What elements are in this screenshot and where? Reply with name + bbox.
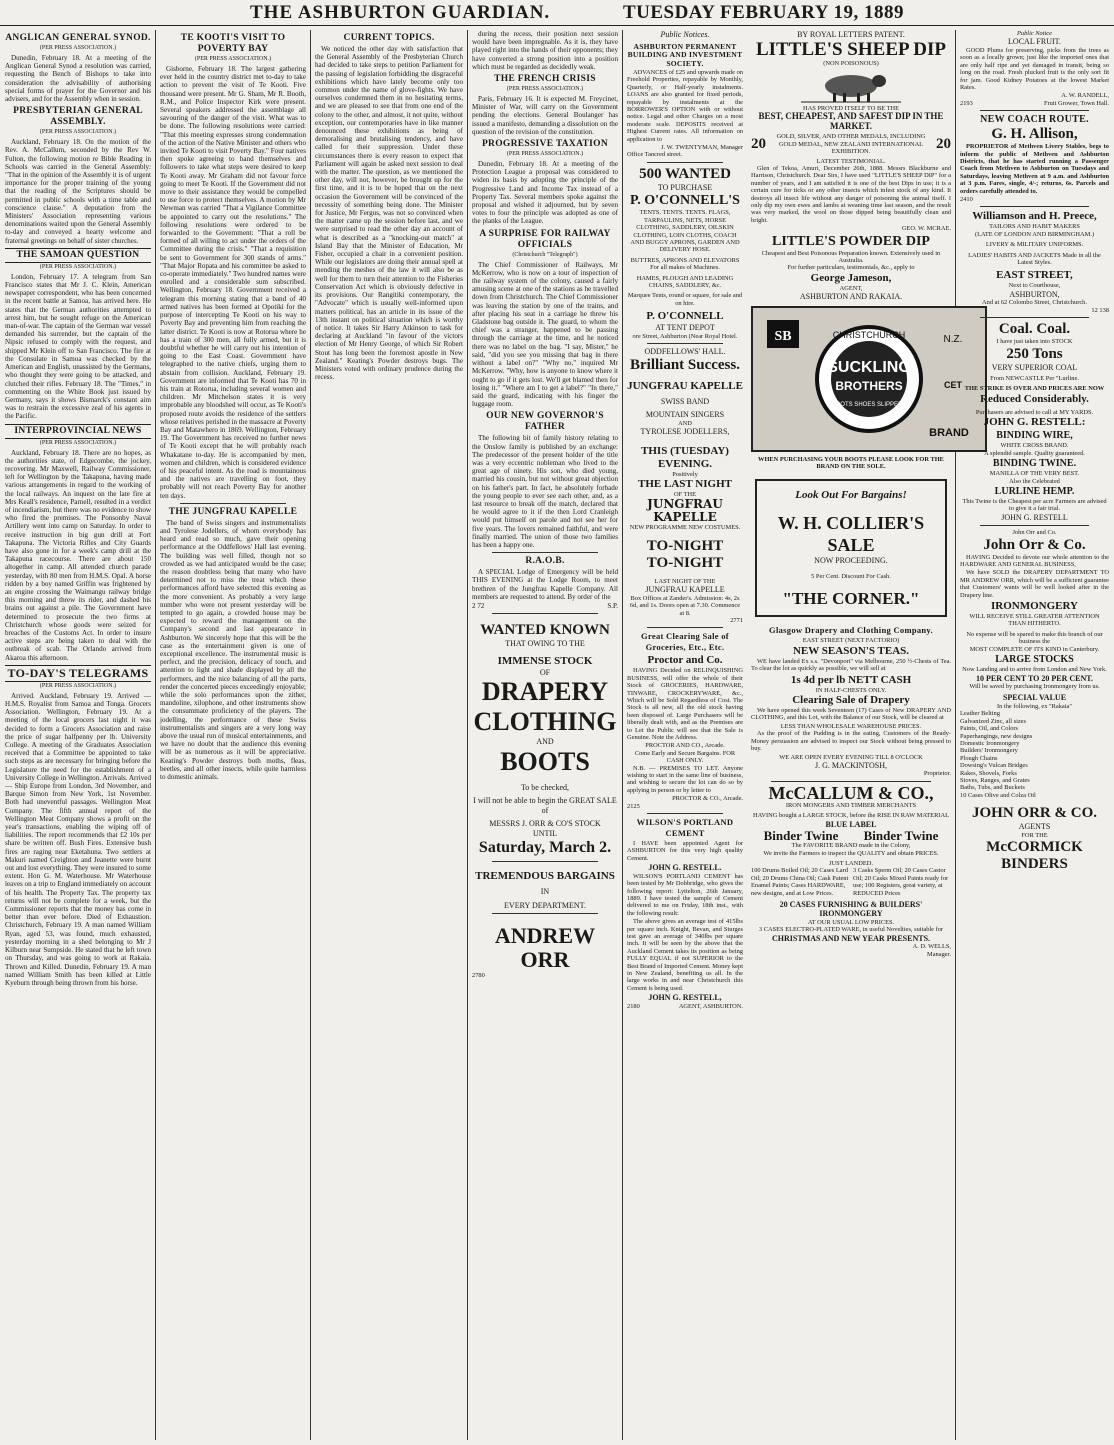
- ad-line: TYROLESE JODELLERS,: [640, 427, 730, 437]
- article-body: Auckland, February 18. There are no hopes, as the authorities state, of Edgecombe, the jockey, recovering. Mr Maxwell, Railway Commissioner, left for Wellington by the Takapuna, having made various arrangements in regard to the working of the local railways. An inquest on the late fire at Mrs Keall's residence, Parnell, resulted in a verdict of incendiarism, but there was no evidence to show who fired the premises. The Ponsonby Naval Artillery went into camp on Saturday. In order to receive instruction in big gun drill at Fort Takapuna. The Victoria Rifles and City Guards have also gone in for a week's camp drill at the Takapuna racecourse. There are about 150 altogether in camp. All attended church parade yesterday, with 80 men from H.M.S. Opal. A horse ridden by a boy named Griffin was frightened by an engine crossing the Waimangu railway bridge this morning and threw its rider, and dashed his brains out against a pile. The Government have determined to prosecute the two firms at Christchurch whose goods were seized for breaches of the Customs Act. In order to insure active steps are being taken to deal with the outbreak of scab. The Orlando arrived from Akaroa this afternoon.: [5, 448, 151, 662]
- column-3: [312, 30, 466, 1440]
- ad-code: 2780: [472, 972, 485, 980]
- ad-line: JUNGFRAU KAPELLE: [645, 585, 725, 595]
- ad-line: NEW PROGRAMME NEW COSTUMES.: [629, 524, 741, 532]
- ad-headline: DRAPERY: [481, 677, 609, 707]
- ad-line: LIVERY & MILITARY UNIFORMS.: [985, 241, 1084, 249]
- ad-line: Fruit Grower, Town Hall.: [1043, 99, 1109, 107]
- divider: [492, 613, 598, 614]
- ad-line: Manager.: [927, 950, 951, 958]
- ad-headline: 250 Tons: [1006, 345, 1063, 362]
- article-body: Paris, February 16. It is expected M. Freycinet, Minister of War, will carry on the Government pending the elections. General Boulanger has issued a manifesto, demanding a dissolution on the question of the revision of the constitution.: [472, 95, 618, 136]
- ad-headline: JUNGFRAU KAPELLE: [647, 497, 723, 525]
- special-value-list: [960, 710, 1109, 799]
- ad-headline: LOCAL FRUIT.: [1008, 37, 1061, 47]
- ad-line: For further particulars, testimonials, &c., apply to: [787, 264, 915, 272]
- ad-sign: JOHN G. RESTELL,: [648, 993, 722, 1003]
- medal-count: 20: [936, 135, 951, 152]
- ad-headline: John Orr & Co.: [983, 536, 1086, 553]
- divider: [492, 552, 598, 553]
- landed-list: [751, 867, 951, 897]
- article-body: during the recess, their position next session would have been impregnable. As it is, they have played right into the hands of their opponents; they have converted a strong position into a position which must be regarded as decidedly weak.: [472, 30, 618, 71]
- article-body: We noticed the other day with satisfaction that the General Assembly of the Presbyterian Church had decided to take steps to petition Parliament for the passing of legislation forbidding the disgraceful exhibitions which have lately become only too common under the name of glove-fights. We have ourselves condemned them in no hesitating terms, and we are pleased to see that from one end of the colony to the other, and almost, it not quite, without exception, our contemporaries have in like manner denounced these exhibitions as being of demoralising and brutalising tendency, and have called for their suppression. Under these circumstances there is every reason to expect that Parliament will again be asked next session to deal with the matter. The question, as we mentioned the other day, will not, however, be brought up for the first time, and it is to be hoped that on the next occasion the Government will be convinced of the necessity of something being done. The Minister for Justice, Mr Fergus, was not so convinced when the matter came up the session before last, and we were surprised to read the other day an account of what is described as a "knocking-out match" at Island Bay that the Minister of Education, Mr Fisher, occupied a chair in a convenient position. While our legislators are doing their annual spell at mending the meshes of the law it will also be as well for them to turn their attention to the Fisheries Conservation Act which is obviously defective in its provisions. Our Rangitiki contemporary, the "Advocate" which is usually well-informed upon matters political, has an article in its issue of the 13th instant on political situation which is worthy of notice. It takes Sir Harry Atkinson to task for declaring at Auckland "in favour of the victors election of Mr Henry George, of which Sir Robert Stout has long been the foremost apostle in New Zealand." Keating's Powder destroys bugs. The Ministers voted with ordinary prudence during the recess.: [315, 45, 463, 382]
- ad-line: VERY SUPERIOR COAL: [991, 362, 1078, 372]
- logo-text: CHRISTCHURCH: [832, 329, 906, 340]
- medal-count: 20: [751, 135, 766, 152]
- list-item: Dowsing's Vulcan Bridges: [960, 762, 1028, 770]
- headline: TE KOOTI'S VISIT TO POVERTY BAY: [180, 33, 286, 54]
- ad-sign: A. D. WELLS,: [912, 943, 951, 951]
- ad-line: SPECIAL VALUE: [1002, 693, 1067, 703]
- newspaper-title: THE ASHBURTON GUARDIAN.: [250, 1, 551, 23]
- ad-line: In the following, ex "Rakaia": [997, 702, 1072, 710]
- ad-sign: PROCTOR & CO., Arcade.: [672, 795, 743, 803]
- ad-line: BLUE LABEL: [825, 819, 877, 829]
- ad-line: PROCTOR AND CO., Arcade.: [645, 742, 725, 750]
- byline: (PER PRESS ASSOCIATION.): [506, 86, 584, 93]
- ad-line: TENTS. TENTS. TENTS. FLAGS, TARPAULINS, NETS, HORSE CLOTHING, SADDLERY, OILSKIN CLOTHING, LOIN CLOTHS, COACH AND BUGGY APRONS, GARDEN AND DELIVERY HOSE.: [630, 209, 740, 254]
- list-item: Builders' Ironmongery: [960, 747, 1018, 755]
- ad-line: ASHBURTON,: [1009, 289, 1060, 299]
- ad-line: I have just taken into STOCK: [996, 338, 1073, 346]
- ad-line: IN HALF-CHESTS ONLY.: [815, 686, 887, 694]
- ad-sign: J. W. TWENTYMAN, Manager: [661, 144, 743, 152]
- ad-line: THAT OWING TO THE: [505, 639, 585, 649]
- ad-line: This Twine is the Cheapest per acre Farmers are advised to give it a fair trial.: [962, 497, 1107, 513]
- ad-headline: 1s 4d per lb NETT CASH: [790, 673, 912, 686]
- byline: (PER PRESS ASSOCIATION.): [194, 56, 272, 62]
- column-rule: [467, 30, 468, 1440]
- ad-footer: [960, 100, 1109, 107]
- column-5: [624, 30, 746, 1440]
- ad-headline: George Jameson,: [810, 271, 892, 284]
- ad-line: Next to Courthouse,: [1008, 282, 1061, 290]
- ad-body: We have opened this week Seventeen (17) Cases of New DRAPERY AND CLOTHING, and this Lot, with the Balance of our Stock, will be cleared at: [751, 707, 951, 722]
- ad-line: FOR THE: [1021, 831, 1048, 839]
- divider: [980, 525, 1089, 526]
- list-item: Baths, Tubs, and Buckets: [960, 784, 1025, 792]
- ad-footer: [627, 1003, 743, 1010]
- ad-line: WHEN PURCHASING YOUR BOOTS PLEASE LOOK FOR THE BRAND ON THE SOLE.: [758, 455, 944, 471]
- headline: THE JUNGFRAU KAPELLE: [168, 506, 298, 517]
- ad-headline: Saturday, March 2.: [478, 839, 612, 857]
- divider: [647, 627, 723, 628]
- ad-line: AGENT,: [839, 284, 863, 292]
- ad-line: IN: [540, 887, 550, 897]
- ad-headline: BEST, CHEAPEST, AND SAFEST DIP IN THE MARKET.: [758, 111, 944, 131]
- notice-sign: S.P.: [607, 601, 618, 610]
- ad-line: AND: [678, 419, 692, 427]
- headline: ANGLICAN GENERAL SYNOD.: [5, 33, 151, 43]
- ad-headline: LURLINE HEMP.: [994, 485, 1075, 497]
- ad-headline: Williamson and H. Preece,: [972, 210, 1097, 223]
- ad-headline: THIS (TUESDAY) EVENING.: [641, 444, 729, 470]
- ad-line: SWISS BAND: [660, 396, 710, 406]
- ad-line: ore Street, Ashburton (Near Royal Hotel.: [632, 332, 738, 340]
- ad-headline: BINDERS: [1001, 856, 1068, 873]
- ad-sign: JOHN G. RESTELL.: [648, 863, 722, 873]
- ad-headline: G. H. Allison,: [991, 126, 1078, 143]
- ad-line: AND: [536, 737, 554, 747]
- ad-body: HAVING Decided on RELINQUISHING BUSINESS, will offer the whole of their Stock of GROCERIES, HARDWARE, TINWARE, CROCKERYWARE, &c., Which will be Sold Regardless of Cost. The Stock is all new, all the old stock having been disposed of. Large Purchasers will be liberally dealt with, and as the Premises are to Let the Public will see that the Sale is Genuine. Note the Address.: [627, 667, 743, 741]
- logo-text: BRAND: [929, 426, 969, 439]
- ad-line: The FAVORITE BRAND made in the Colony,: [791, 842, 911, 850]
- ad-headline: TO-NIGHT: [646, 554, 724, 571]
- ad-headline: ASHBURTON PERMANENT BUILDING AND INVESTMENT SOCIETY.: [627, 41, 743, 68]
- column-rule: [155, 30, 156, 1440]
- ad-headline: JOHN G. RESTELL:: [983, 416, 1086, 429]
- ad-body: I HAVE been appointed Agent for ASHBURTON for this very high quality Cement.: [627, 840, 743, 862]
- ad-line: 5 Per Cent. Discount For Cash.: [811, 573, 891, 581]
- article-body: The Chief Commissioner of Railways, Mr McKerrow, who is now on a tour of inspection of the railway system of the colony, caused a fairly amusing scene at one of the stations as he travelled down from Christchurch. The Chief Commissioner was leaving the station by one of the trains, and after placing his seat in a carriage he threw his Gladstone bag outside it. The guard, to whom the chief was a stranger, happened to be passing through the carriage at the time, and he noticed there was no label on the bag. "I say, Mister," he said, "did you see you missing that bag in there without a label on?" "Why no," inquired Mr McKerrow. "Why, how is anyone to know where it ought to go if it gets lost. We'll get blamed then for losing it." "Where am I to get a label?" "In there," said the guard, indicating with his finger the luggage room.: [472, 260, 618, 409]
- ad-line: John Orr and Co.: [1012, 529, 1057, 537]
- byline: (Christchurch "Telegraph"): [512, 251, 578, 258]
- ad-body: WE have landed Ex s.s. "Devonport" via Melbourne, 250 ½-Chests of Tea. To clear the lot as quickly as possible, we will sell at: [751, 657, 951, 673]
- section-label: Public Notices.: [660, 30, 710, 39]
- ad-headline: Reduced Considerably.: [980, 392, 1089, 405]
- ad-headline: TREMENDOUS BARGAINS: [475, 870, 615, 883]
- divider: [771, 781, 931, 782]
- ad-headline: LITTLE'S POWDER DIP: [772, 233, 930, 249]
- divider: [647, 813, 723, 814]
- list-item: Leather Belting: [960, 710, 1000, 718]
- list-item: Paperhangings, new designs: [960, 732, 1033, 740]
- ad-line: From NEWCASTLE Per "Lurline.: [990, 375, 1079, 383]
- ad-headline: Proctor and Co.: [647, 654, 723, 667]
- ad-body: We have SOLD the DRAPERY DEPARTMENT TO MR ANDREW ORR, which will be a sufficient guarantee that Customers' wants will be well looked after in the Drapery line.: [960, 569, 1109, 599]
- ad-headline: IRONMONGERY: [990, 600, 1078, 613]
- headline: PRESBYTERIAN GENERAL ASSEMBLY.: [13, 106, 143, 128]
- collier-ad: [755, 479, 947, 618]
- ad-line: Box Offices at Zander's. Admission: 4s, 2s 6d, and 1s. Doors open at 7.30. Commence at 8.: [629, 594, 741, 617]
- ad-line: Cheapest and Best Poisonous Preparation known. Extensively used in Australia.: [761, 249, 941, 264]
- headline: INTERPROVINCIAL NEWS: [5, 424, 151, 439]
- list-item: Galvanized Zinc, all sizes: [960, 717, 1027, 725]
- ad-headline: Clearing Sale of Drapery: [792, 694, 910, 707]
- ad-line: AGENT, ASHBURTON.: [678, 1002, 743, 1010]
- ad-headline: LARGE STOCKS: [995, 654, 1074, 666]
- ad-line: LESS THAN WHOLESALE WAREHOUSE PRICES.: [780, 722, 922, 730]
- ad-body: ADVANCES of £25 and upwards made on Freehold Properties, repayable by Monthly, Quarterly, or Half-yearly instalments. LOANS are also granted for fixed periods, repayable by instalments at the BORROWER'S OPTION with or without notice. Legal and other Charges on a most moderate scale. DEPOSITS received at Highest Current rates. All information on application to: [627, 69, 743, 143]
- headline: OUR NEW GOVERNOR'S FATHER: [486, 411, 604, 433]
- issue-date: TUESDAY FEBRUARY 19, 1889: [622, 1, 904, 23]
- ad-body: As the proof of the Pudding is in the eating, Customers of the Ready-Money persuasion are advised to inspect our Stock without being pressed to buy.: [751, 730, 951, 753]
- ad-line: To be checked,: [520, 782, 570, 792]
- ad-code: 2180: [627, 1002, 640, 1010]
- ad-line: MESSRS J. ORR & CO'S STOCK: [489, 819, 601, 829]
- ad-line: No expense will be spared to make this branch of our business the: [966, 630, 1103, 646]
- ad-line: Now Landing and to arrive from London and New York.: [962, 666, 1107, 674]
- headline: A SURPRISE FOR RAILWAY OFFICIALS: [479, 228, 611, 250]
- ad-headline: Coal. Coal.: [998, 321, 1071, 338]
- ad-headline: JOHN ORR & CO.: [972, 805, 1097, 822]
- ad-code: 12 138: [1091, 306, 1109, 314]
- ad-headline: EAST STREET,: [996, 269, 1073, 282]
- ad-line: HAMES, PLOUGH AND LEADING CHAINS, SADDLERY, &c.: [636, 274, 734, 290]
- article-body: The band of Swiss singers and instrumentalists and Tyrolese Jodellers, of whom everybody has heard and read so much, gave their opening performance at the Oddfellows' Hall last evening. The building was well filled, though not so crowded as we had anticipated would be the case; the reason doubtless being that many who have determined not to miss the treat which these performances afford have selected this evening as the more convenient. As probably a very large number who were not present yesterday will be tempted to go again, a crowded house may be expected to reward the management on the Company's second and last appearance in Ashburton. We sincerely hope that this will be the case as the entertainment given is one of exceptional excellence. The instrumental music is perfect, and the precision, delicacy of touch, and attention to light and shade displayed by all the performers, and the nice balancing of all the parts, render the concerted pieces exceedingly enjoyable; while the solo performances upon the zither, mandoline, xilophone, and other instruments show the consummate proficiency of the players. The jodelling, the performance of these Swiss instrumentalists and singers are a very long way above the usual run of musical entertainments, and we have no doubt that the audience this evening will be as numerous as it will be appreciative. Keating's Powder destroys both moths, fleas, beetles, and all other insects, while quite harmless to domestic animals.: [160, 518, 306, 782]
- divider: [647, 162, 723, 163]
- sheep-illustration: [791, 69, 911, 103]
- article-body: Arrived. Auckland, February 19. Arrived — H.M.S. Royalist from Samoa and Tonga. Grocers Association. Wellington, February 19. At a meeting of the local grocers last night it was decided to form a Grocers Association and raise the price of sugar halfpenny per lb. University College. A meeting of the Graduates Association received that a Committee be appointed to take such steps as are necessary for bringing before the Legislature the need for the establishment of a University College in Wellington. Arrivals. Arrived — Ship Europe from London, 3rd November, and Barque Simon from New York, 1st November. Both had uneventful passages. Wellington Meat Company. The fifth annual report of the Wellington Meat Company shows a profit on the year's transactions, enabling the wiping off of liabilities. The report recommends that £2 10s per share be written off. Bush Fires. Extensive bush fires are raging near Eketahuna. Two settlers at Makuri named Creighton and Jeanette were burnt out and lost everything. They were insured to some extent. Hon G. M. Waterhouse. Mr Waterhouse leaves on a trip to England immediately on account of his health. The Property Tax. The property tax returns will not be complete for a week, but the Commissioner reports that the money has come in better than ever before. Died of Exhaustion. Christchurch, February 19. A man named William Ryan, aged 53, was found, much exhausted, yesterday morning in a shed belonging to Mr J Kilburn near Sumpside. He stated that he left town on Thursday, and was going to work at Rakaia. Thrown and Killed. Dunedin, February 19. A man named William Smith has been killed at Little Kyeburn through being thrown from his horse.: [5, 691, 151, 987]
- ad-line: UNTIL: [533, 828, 557, 838]
- divider: [980, 110, 1089, 111]
- ad-body: Glen of Tekoa, Amuri, December 26th, 1888. Messrs Blackburne and Harrison, Christchurch. Dear Sirs, I have used "LITTLE'S SHEEP DIP" for a number of years, and I am satisfied it is one of the best Dips in use; it is a certain cure for ticks or any other insects which infest stock of any kind. It destroys all insect life without any danger of poisoning the animal itself. I only dip my own ewes and lambs at weaning time last season, and the result was very marked, the wool on those dipped being beautifully clean and bright.: [751, 164, 951, 224]
- ad-line: CHRISTMAS AND NEW YEAR PRESENTS.: [771, 933, 931, 943]
- article-body: Gisborne, February 18. The largest gathering ever held in the country district met to-day to take action to prevent the visit of Te Kooti. Five thousand were present. Mr G. Sham, Mr R. Booth, R.M., and Police Inspector Kirk were present. Several speakers addressed the assemblage all savouring of the danger of the visit. What was to be done. The following resolutions were carried: "That this meeting expresses strong condemnation of the action of the Native Minister and others who invited Te Kooti to visit Poverty Bay." Four natives then spoke agreeing to band themselves and followers to take what steps were desired to keep Te Kooti away. Mr Graham did not favour force going to meet Te Kooti. If the Government did not move to their assistance they would be compelled to use force to protect themselves. A motion by Mr Newman was carried "That a Vigilance Committee be appointed to carry out the resolutions." The following resolutions were ordered to be forwarded to the Government: "That a roll be formed of all willing to act under the orders of the Committee during the crisis." "That a requisition be sent to Government for 300 stands of arms." "That Major Ropata and his committee be asked to co-operate immediately." Two hundred names were enrolled and a considerable sum subscribed. Wellington, February 18. Government received a telegram this morning stating that a band of 40 armed natives has been formed at Opotiki for the purpose of intercepting Te Kooti on his way to Poverty Bay and preventing him from reaching the latter district. Te Kooti is now at Rotorua where he has a train of 300 men, all fully armed, but it is doubtful whether he will carry out his intention of going to the East Coast. Government have telegraphed to the native chiefs, urging them to abstain from collision. Auckland, February 19. Government are informed that Te Kooti has 70 in his train at Rotorua, including several women and children. Mr Mitchelson states it is very improbable any bloodshed will occur, as Te Kooti's proposed route avoids the residence of the settlers whose relatives perished in the massacre at Poverty Bay and Matawhero in 1869. Wellington, February 19. The Government has received no further news of Te Kooti except that he will probably reach Whakatane to-day. He is accompanied by men, women and children, which is considered evidence of his peaceful intent. As the road is mountainous and the natives are travelling on foot, they probably will not reach Poverty Bay for another ten days.: [160, 65, 306, 500]
- ad-line: MOST COMPLETE OF ITS KIND in Canterbury.: [969, 645, 1100, 653]
- ad-headline: Binder Twine: [763, 828, 839, 844]
- ad-headline: McCALLUM & CO.,: [768, 782, 934, 803]
- ad-line: BUTTRES, APRONS AND ELEVATORS For all makes of Machines.: [630, 256, 740, 272]
- logo-text: BOOTS SHOES SLIPPERS: [831, 401, 907, 408]
- ad-code: 2410: [960, 196, 973, 203]
- byline: (PER PRESS ASSOCIATION.): [39, 263, 117, 270]
- ad-headline: Brilliant Success.: [629, 356, 740, 373]
- column-4: [469, 30, 621, 1440]
- divider: [980, 317, 1089, 318]
- ad-line: IRON MONGERS AND TIMBER MERCHANTS: [785, 801, 917, 809]
- article-body: Dunedin, February 18. At a meeting of the Anglican General Synod a resolution was carried, requesting the Bench of Bishops to take into consideration the advisability of authorising special forms of prayer for the Governor and his advisers, and for the Assembly when in session.: [5, 54, 151, 104]
- ad-headline: McCORMICK: [986, 839, 1083, 856]
- ad-line: MOUNTAIN SINGERS: [645, 410, 725, 420]
- ad-line: NOW PROCEEDING.: [814, 555, 888, 565]
- ad-line: (LATE OF LONDON AND BIRMINGHAM.): [974, 230, 1095, 238]
- ad-headline: THE LAST NIGHT: [638, 477, 732, 490]
- ad-line: AT OUR USUAL LOW PRICES.: [807, 918, 895, 926]
- ad-line: JUST LANDED.: [829, 859, 873, 867]
- ad-line: LADIES' HABITS AND JACKETS Made in all the Latest Styles.: [968, 251, 1101, 267]
- ad-headline: "THE CORNER.": [782, 589, 920, 609]
- ad-line: Come Early and Secure Bargains. FOR CASH ONLY.: [634, 749, 736, 765]
- ad-body: N.B. — PREMISES TO LET. Anyone wishing to start in the same line of business, and wishing to secure the lot can do so by applying in person or by letter to: [627, 764, 743, 794]
- ad-headline: Binder Twine: [863, 828, 939, 844]
- ad-sign: J. G. MACKINTOSH,: [814, 760, 888, 770]
- column-7: [957, 30, 1112, 1440]
- ad-headline: NEW SEASON'S TEAS.: [792, 644, 910, 657]
- ad-line: THE STRIKE IS OVER AND PRICES ARE NOW: [964, 385, 1105, 393]
- headline: R.A.O.B.: [525, 556, 565, 567]
- ad-sign: GEO. W. MCRAE.: [901, 225, 951, 233]
- divider: [180, 503, 286, 504]
- notice-footer: [472, 602, 618, 610]
- ad-line: HAS PROVED ITSELF TO BE THE: [802, 104, 900, 112]
- list-item: Plough Chains: [960, 754, 998, 762]
- landed-right: 3 Casks Sperm Oil; 20 Cases Castor Oil; 20 Casks Mixed Paints ready for use; 100 Registers, great variety, at REDUCED Prices: [853, 867, 949, 897]
- ad-headline: BOOTS: [500, 746, 590, 776]
- ad-line: HAVING bought a LARGE STOCK, before the RISE IN RAW MATERIAL: [753, 812, 949, 820]
- headline: THE SAMOAN QUESTION: [5, 248, 151, 263]
- ad-headline: ANDREW ORR: [494, 923, 596, 973]
- ad-line: WHITE CROSS BRAND.: [1000, 442, 1069, 450]
- ad-line: 10 PER CENT TO 20 PER CENT.: [976, 673, 1093, 683]
- ad-line: MANILLA OF THE VERY BEST.: [989, 470, 1080, 478]
- twine-row: [751, 829, 951, 842]
- byline: (PER PRESS ASSOCIATION.): [39, 45, 117, 51]
- ad-code: 2771: [730, 616, 743, 624]
- ad-headline: 500 WANTED: [639, 165, 731, 182]
- ad-line: LAST NIGHT OF THE: [654, 577, 716, 585]
- masthead: [0, 0, 1114, 26]
- column-rule: [955, 30, 956, 1440]
- ad-line: AGENTS: [1018, 822, 1051, 832]
- ad-line: Will be saved by purchasing Ironmongery from us.: [969, 683, 1100, 690]
- notice-code: 2 72: [472, 601, 485, 610]
- ad-line: OF: [539, 667, 551, 677]
- headline: CURRENT TOPICS.: [343, 33, 435, 43]
- column-2: [157, 30, 309, 1440]
- section-label: Public Notice: [1017, 30, 1052, 37]
- ad-headline: P. O'CONNELL'S: [630, 193, 740, 209]
- column-rule: [310, 30, 311, 1440]
- divider: [492, 861, 598, 862]
- ad-headline: P. O'CONNELL: [646, 310, 724, 323]
- logo-text: BROTHERS: [835, 378, 903, 393]
- suckling-brothers-logo: [751, 306, 987, 452]
- ad-code: 2193: [960, 99, 973, 107]
- ad-body: WILSON'S PORTLAND CEMENT has been tested by Mr Dobbridge, who gives the following report: Lyttelton, 26th January, 1889. I have tested the sample of Cement delivered to me on Friday, 18th inst., with the following result:: [627, 872, 743, 917]
- list-item: Domestic Ironmongery: [960, 739, 1020, 747]
- byline: (PER PRESS ASSOCIATION.): [39, 129, 117, 136]
- logo-text: SB: [774, 328, 792, 344]
- ad-line: IMMENSE STOCK: [497, 654, 593, 667]
- ad-line: ODDFELLOWS' HALL.: [644, 347, 726, 357]
- ad-headline: Great Clearing Sale of Groceries, Etc., Etc.: [641, 631, 729, 653]
- ad-line: TO PURCHASE: [657, 182, 713, 192]
- ad-headline: NEW COACH ROUTE.: [980, 114, 1089, 126]
- ad-headline: TO-NIGHT: [646, 537, 724, 554]
- ad-line: OF THE: [673, 490, 697, 498]
- ad-line: WILL RECEIVE STILL GREATER ATTENTION THAN HITHERTO.: [969, 613, 1100, 628]
- ad-line: A splendid sample. Quality guaranteed.: [984, 449, 1085, 457]
- ad-headline: BINDING WIRE,: [996, 430, 1073, 442]
- ad-line: Proprietor.: [923, 770, 951, 778]
- divider: [647, 343, 723, 344]
- divider: [492, 913, 598, 914]
- ad-headline: W. H. COLLIER'S SALE: [777, 512, 925, 555]
- ad-line: Marquee Tents, round or square, for sale and on hire.: [627, 292, 743, 307]
- article-body: Auckland, February 18. On the motion of the Rev. A. McCallum, seconded by the Rev W. Fulton, the following motion re Bible Reading in Schools was carried in the General Assembly: "That in the opinion of the Assembly it is of urgent importance for the proper training of the young that the reading of the Scriptures should be permitted in public schools with a time table and conscience clause." A deputation from the Ministers' Association representing various denominations waited upon the General Assembly to-day and conveyed a hearty welcome and fraternal greetings on behalf of sister churches.: [5, 138, 151, 245]
- list-item: 10 Cases Olive and Colza Oil: [960, 791, 1036, 799]
- ad-line: Purchasers are advised to call at MY YARDS.: [975, 408, 1094, 416]
- byline: (PER PRESS ASSOCIATION.): [39, 439, 117, 446]
- ad-body: PROPRIETOR of Methven Livery Stables, begs to inform the public of Methven and Ashburton Districts, that he has started running a Passenger Coach from Methven to Ashburton on Tuesdays and Saturdays, leaving Methven at 9 a.m. and Ashburton at 3 p.m. Fares, single, 4/-; returns, 6s. Parcels and orders carefully attended to.: [960, 143, 1109, 195]
- headline: THE FRENCH CRISIS: [494, 74, 596, 85]
- headline: PROGRESSIVE TAXATION: [481, 139, 609, 150]
- article-body: London, February 17. A telegram from San Francisco states that Mr J. C. Klein, American newspaper correspondent, who has been concerned in the recent battle at Samoa, has arrived here. He states that the German authorities attempted to arrest him, but he sought refuge on the American man-of-war. The captain of the German war vessel demanded his surrender, but the captain of the Nipsic refused to comply with the request, and shipped Mr Klein off to San Francisco. The fire at the Consulate in Samoa was checked by the American and English, unassisted by the Germans, who thought they were going to be attacked, and clutched their rifles. February 18. The "Times," in commenting on the White Book just issued by Germany, says it shows Bismarck's constant aim was to restrain the excessive zeal of his agents in the Pacific.: [5, 272, 151, 421]
- ad-headline: BINDING TWINE.: [992, 458, 1077, 470]
- ad-line: Also the Celebrated: [1009, 477, 1060, 485]
- ad-line: (NON POISONOUS): [823, 59, 879, 67]
- notice-body: A SPECIAL Lodge of Emergency will be held THIS EVENING at the Lodge Room, to meet brethren of the Jungfrau Kapelle Company. All members are requested to attend. By order of the: [472, 568, 618, 601]
- ad-line: LATEST TESTIMONIAL.: [816, 157, 886, 165]
- byline: (PER PRESS ASSOCIATION.): [506, 151, 584, 158]
- ad-headline: JUNGFRAU KAPELLE: [627, 379, 743, 392]
- ad-headline: WANTED KNOWN: [480, 622, 610, 639]
- ad-sign: A. W. RANDELL,: [1061, 92, 1109, 100]
- ad-line: 3 CASES ELECTRO-PLATED WARE, in useful Novelties, suitable for: [758, 926, 944, 934]
- ad-line: I will not be able to begin the GREAT SALE of: [473, 796, 617, 815]
- ad-headline: WILSON'S PORTLAND CEMENT: [636, 817, 734, 839]
- ad-headline: Look Out For Bargains!: [795, 488, 907, 501]
- landed-left: 100 Drums Boiled Oil; 20 Cases Lard Oil; 20 Drums China Oil; Cask Patent Enamel Paints; Cases HARDWARE, new designs, and at Low Prices.: [751, 867, 849, 897]
- ad-line: ASHBURTON AND RAKAIA.: [799, 292, 903, 302]
- ad-code: 2125: [627, 802, 640, 810]
- ad-line: GOLD, SILVER, AND OTHER MEDALS, INCLUDING GOLD MEDAL, NEW ZEALAND INTERNATIONAL EXHIBITION.: [776, 133, 926, 156]
- article-body: The following bit of family history relating to the Onslow family is published by an exchange: The predecessor of the present holder of the title was a very eccentric nobleman who lived to the great age of ninety. His son, who died young, married his cousin, but not without great objection on his father's part. In fact, he absolutely forbade the young people to ever see each other, and, as a last resource to break off the match, declared that he would agree to it if the then Lord Cranleigh would put himself on parole and not see her for five years. The lovers remained faithful, and were finally married. The union of those two families has been a happy one.: [472, 434, 618, 549]
- ad-line: Office Tancred street.: [627, 151, 683, 159]
- medal-row: [751, 133, 951, 155]
- ad-line: Positively: [672, 470, 698, 478]
- ad-line: EVERY DEPARTMENT.: [504, 900, 586, 910]
- ad-line: TAILORS AND HABIT MAKERS: [989, 223, 1080, 231]
- ad-line: WE ARE OPEN EVERY EVENING TILL 8 O'CLOCK: [779, 753, 923, 761]
- ad-line: We invite the Farmers to inspect the QUALITY and obtain PRICES.: [763, 849, 939, 857]
- ad-body: GOOD Plums for preserving, picks from the trees as soon as a locally grown; just like the imported ones that are only half ripe and yet damaged in transit, being so long on the road. Fresh plucked fruit is the only sort fit for jam. Good Kidney Potatoes at the lowest Market Rates.: [960, 46, 1109, 91]
- ad-line: BY ROYAL LETTERS PATENT.: [797, 30, 905, 39]
- ad-headline: CLOTHING: [473, 707, 617, 737]
- logo-text: SUCKLING: [827, 358, 911, 376]
- ad-line: EAST STREET (NEXT FACTORIO): [802, 637, 900, 645]
- headline: TO-DAY'S TELEGRAMS: [5, 665, 151, 682]
- ad-body: The above gives an average test of 415lbs per square inch. Knight, Bevan, and Sturges test gave an average of 340lbs per square inch. It will be seen by the above that the Auckland Cement takes its position as being FULLY EQUAL if not SUPERIOR to the Best Brand of Imported Cement. Money kept in New Zealand, benefiting us all. In the large works in and near Christchurch this Cement is being used.: [627, 918, 743, 992]
- logo-text: CET: [944, 379, 962, 390]
- divider: [980, 206, 1089, 207]
- ad-headline: 20 CASES FURNISHING & BUILDERS' IRONMONGERY: [779, 899, 923, 919]
- article-body: Dunedin, February 18. At a meeting of the Protection League a proposal was considered to widen its basis by adopting the principle of the Progressive Land and Income Tax instead of a Property Tax. Several members spoke against the proposal and wished it adjourned, but by seven votes to four the principle was adopted as one of the planks of the League.: [472, 160, 618, 226]
- byline: (PER PRESS ASSOCIATION.): [39, 682, 117, 689]
- ad-sign: JOHN G. RESTELL: [1001, 512, 1068, 522]
- list-item: Stoves, Ranges, and Grates: [960, 776, 1030, 784]
- column-1: [2, 30, 154, 1440]
- ad-headline: LITTLE'S SHEEP DIP: [755, 38, 947, 60]
- column-rule: [622, 30, 623, 1440]
- logo-text: N.Z.: [943, 333, 963, 345]
- list-item: Paints, Oil, and Colors: [960, 725, 1019, 733]
- ad-body: HAVING Decided to devote our whole attention to the HARDWARE AND GENERAL BUSINESS,: [960, 553, 1109, 569]
- ad-line: And at 62 Colombo Street, Christchurch.: [982, 299, 1087, 307]
- ad-headline: Glasgow Drapery and Clothing Company.: [769, 625, 933, 636]
- list-item: Rakes, Shovels, Forks: [960, 769, 1017, 777]
- ad-line: AT TENT DEPOT: [655, 323, 715, 333]
